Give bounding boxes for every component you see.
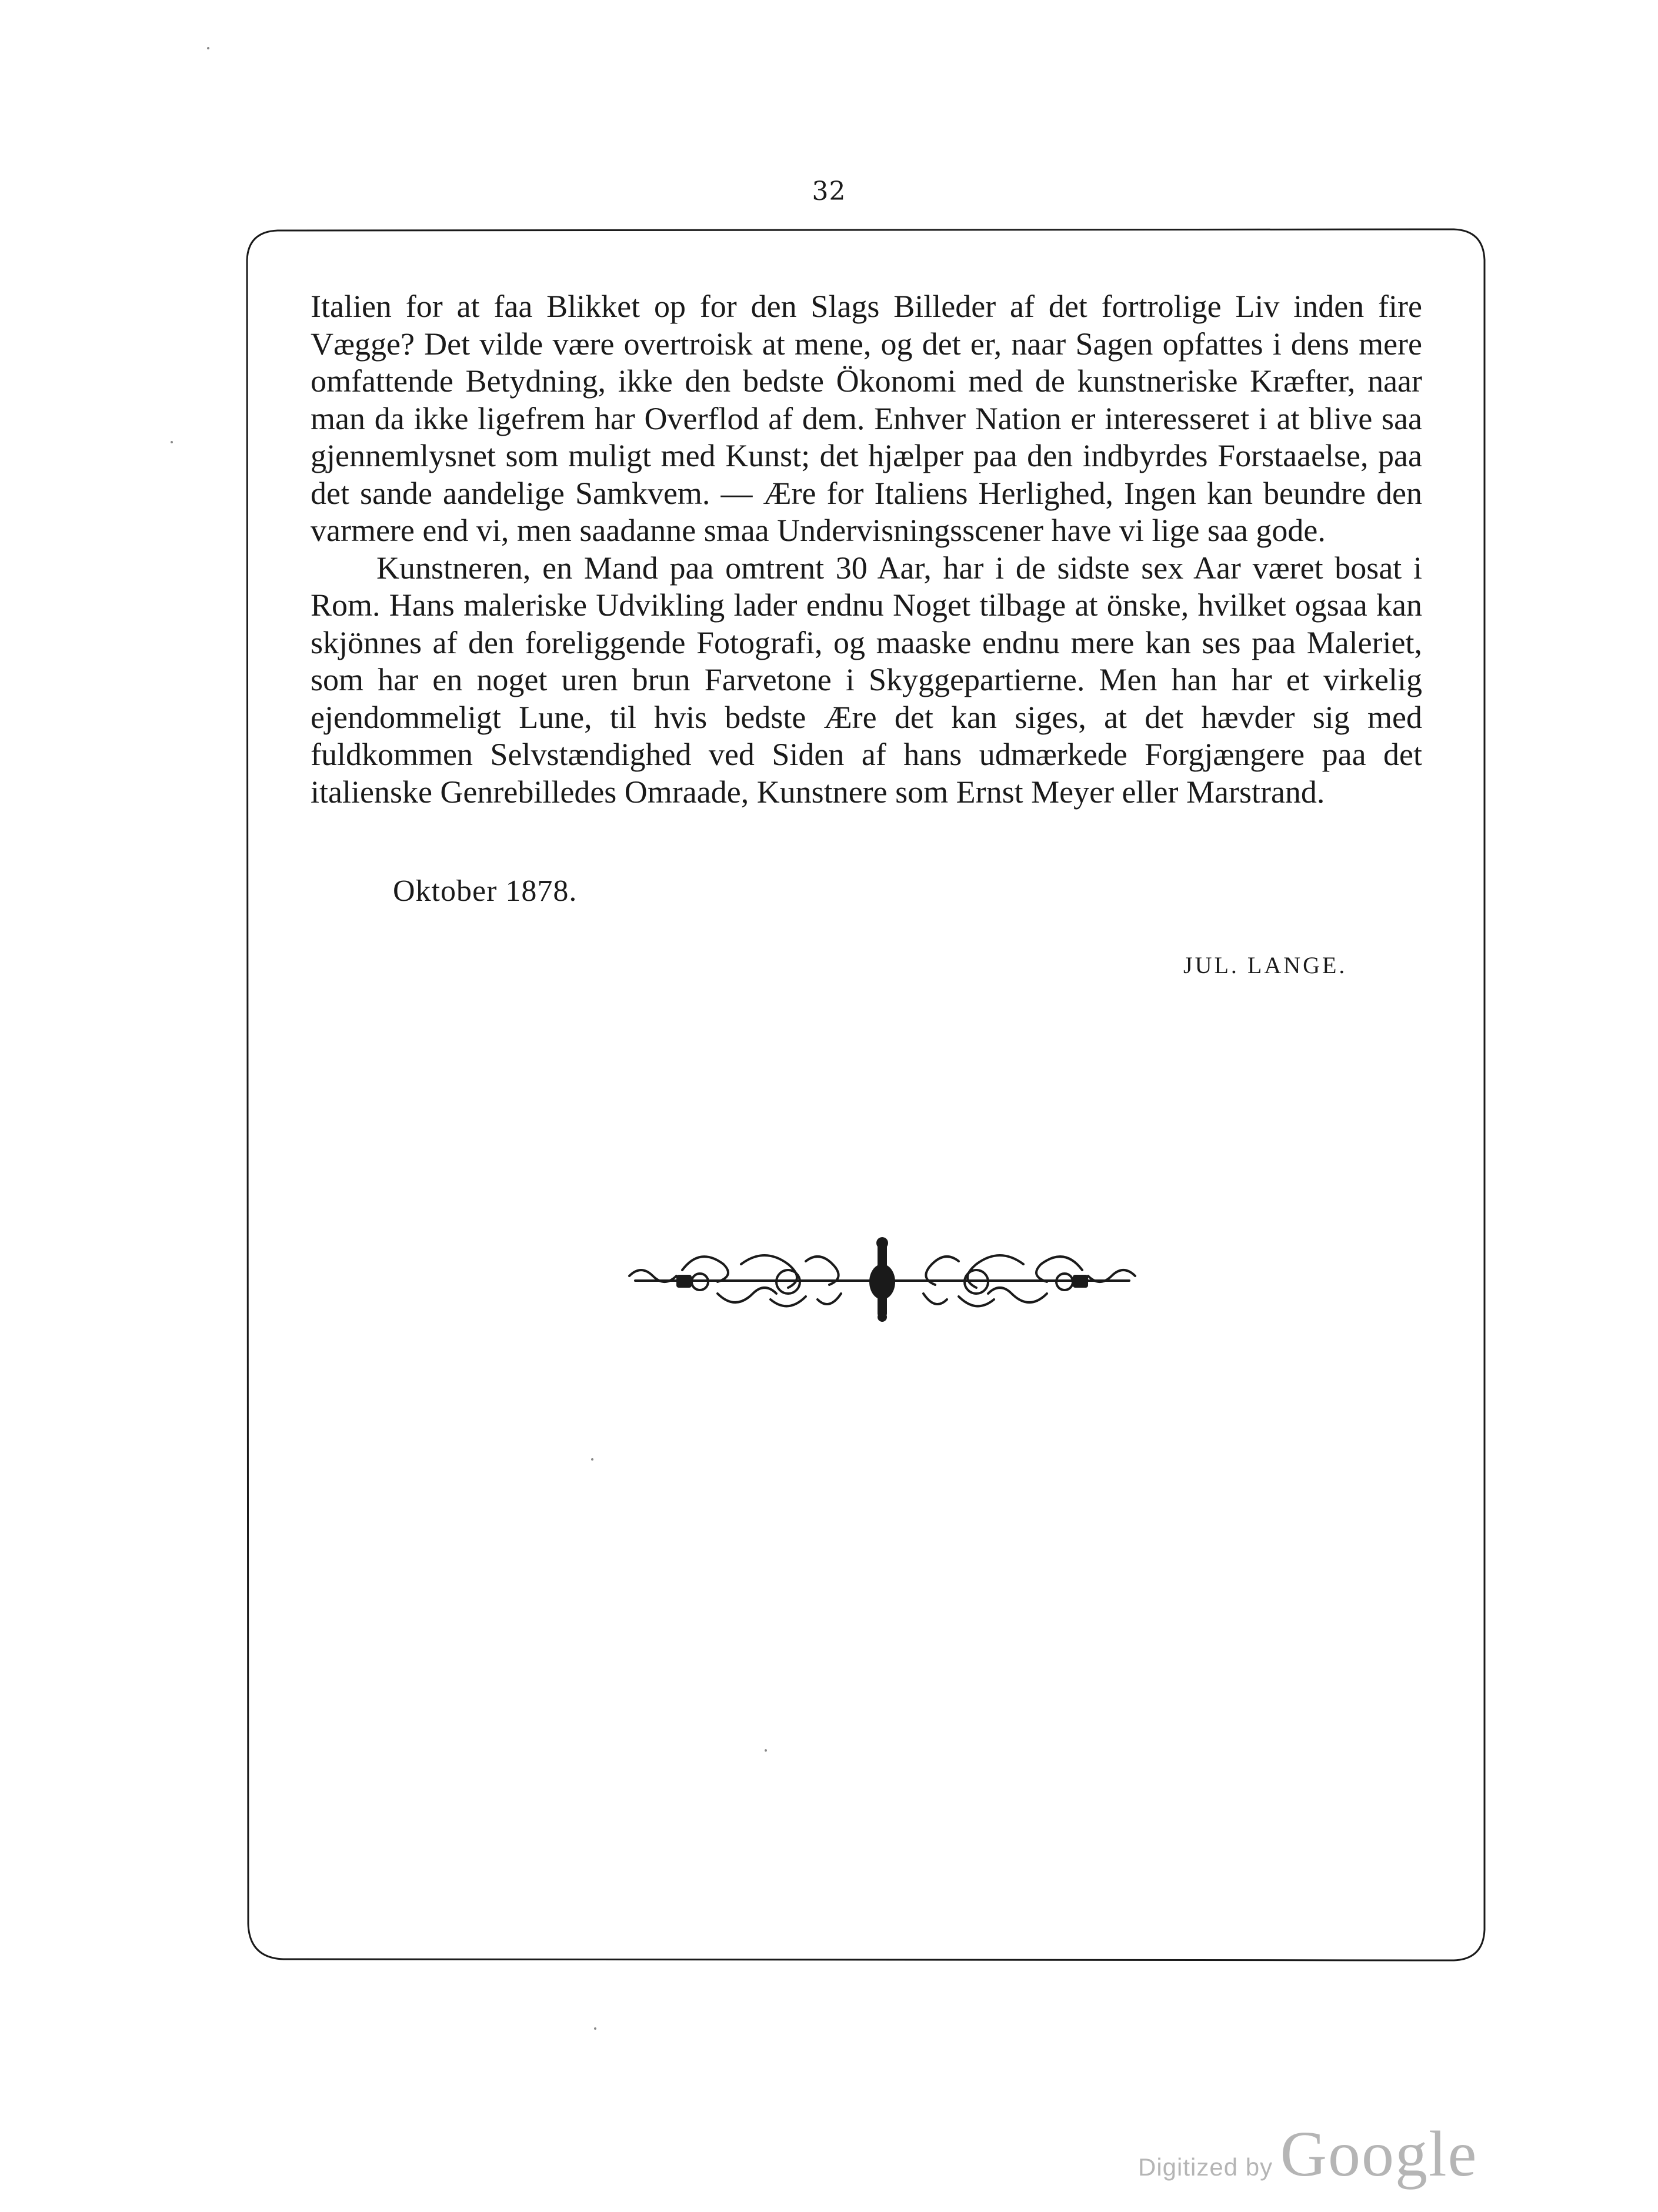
scan-speck [765,1749,767,1752]
paragraph-1: Italien for at faa Blikket op for den Slags Billeder af det fortrolige Liv inden fire Vægge? Det vilde være overtroisk at mene, og det er, naar Sagen opfattes i dens mere omfattende Betydning, ikke den bedste Ökonomi med de kunstneriske Kræfter, naar man da ikke ligefrem har Overflod af dem. Enhver Nation er interesseret i at blive saa gjennemlysnet som muligt med Kunst; det hjælper paa den indbyrdes Forstaaelse, paa det sande aandelige Samkvem. — Ære for Italiens Herlighed, Ingen kan beundre den varmere end vi, men saadanne smaa Undervisningsscener have vi lige saa gode. [311,289,1422,548]
watermark-prefix: Digitized by [1138,2153,1273,2181]
scan-speck [171,441,173,443]
digitized-watermark [1138,2117,1477,2191]
page-number: 32 [812,176,846,206]
google-logo: Google [1280,2118,1478,2190]
scan-speck [591,1458,593,1461]
dateline: Oktober 1878. [393,874,578,908]
decorative-ornament-icon [612,1235,1153,1323]
scan-speck [594,2027,596,2030]
body-text [311,288,1422,811]
paragraph-2: Kunstneren, en Mand paa omtrent 30 Aar, har i de sidste sex Aar været bosat i Rom. Hans maleriske Udvikling lader endnu Noget tilbage at önske, hvilket ogsaa kan skjönnes af den foreliggende Fotografi, og maaske endnu mere kan ses paa Maleriet, som har en noget uren brun Farvetone i Skyggepartierne. Men han har et virkelig ejendommeligt Lune, til hvis bedste Ære det kan siges, at det hævder sig med fuldkommen Selvstændighed ved Siden af hans udmærkede Forgjængere paa det italienske Genrebilledes Omraade, Kunstnere som Ernst Meyer eller Marstrand. [311,550,1422,810]
scan-speck [207,47,209,49]
author-signature: JUL. LANGE. [1183,952,1347,978]
